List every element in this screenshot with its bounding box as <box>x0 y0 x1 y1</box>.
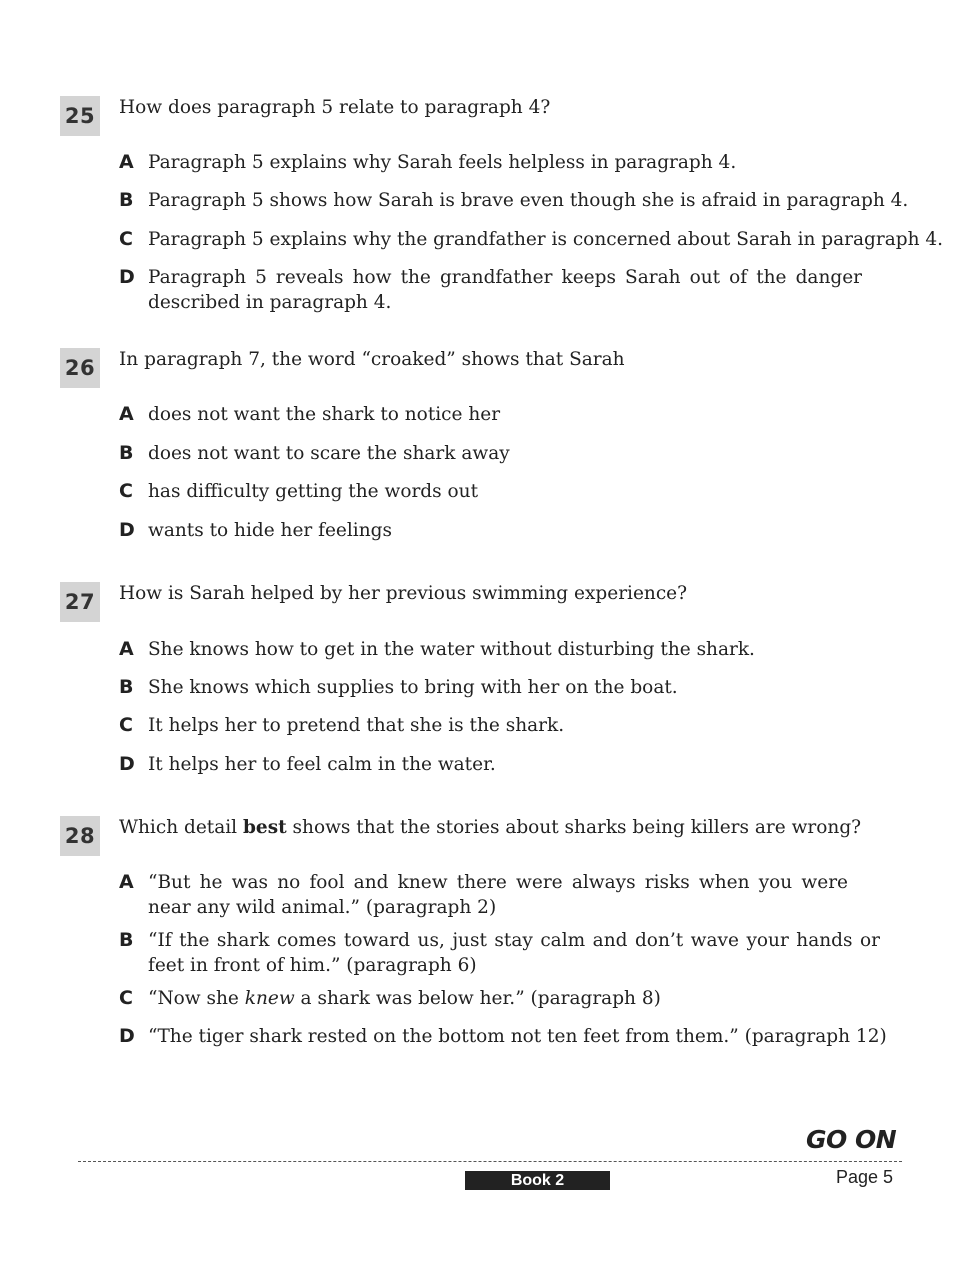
choice-letter: A <box>119 151 134 173</box>
stem-text: Which detail <box>119 817 243 838</box>
choice-text: Paragraph 5 explains why Sarah feels helpless in paragraph 4. <box>148 152 737 173</box>
choice-text: has difficulty getting the words out <box>148 481 479 502</box>
choice-letter: A <box>119 638 134 660</box>
choice-text: “The tiger shark rested on the bottom not ten feet from them.” (paragraph 12) <box>148 1026 887 1047</box>
choice-letter: D <box>119 519 135 541</box>
choice-text: “If the shark comes toward us, just stay calm and don’t wave your hands or feet in front of him.” (paragraph 6) <box>148 930 880 976</box>
go-on-label: GO ON <box>806 1125 897 1154</box>
choice-text-italic: knew <box>244 988 295 1009</box>
choice-letter: C <box>119 480 133 502</box>
stem-emphasis: best <box>242 817 287 838</box>
footer-divider <box>78 1161 902 1162</box>
choice-text: does not want to scare the shark away <box>148 443 510 464</box>
choice-text: It helps her to feel calm in the water. <box>148 754 496 775</box>
choice-letter: C <box>119 714 133 736</box>
choice-text: wants to hide her feelings <box>148 520 392 541</box>
question-stem: How is Sarah helped by her previous swimming experience? <box>119 583 688 604</box>
choice-letter: B <box>119 929 134 951</box>
question-number: 25 <box>60 96 100 136</box>
question-stem <box>119 816 861 840</box>
question-stem: In paragraph 7, the word “croaked” shows that Sarah <box>119 349 625 370</box>
choice-text: does not want the shark to notice her <box>148 404 501 425</box>
question-number: 28 <box>60 816 100 856</box>
choice-text: Paragraph 5 reveals how the grandfather keeps Sarah out of the danger described in paragraph 4. <box>148 267 862 313</box>
choice-text: Paragraph 5 shows how Sarah is brave even though she is afraid in paragraph 4. <box>148 190 909 211</box>
choice-letter: D <box>119 266 135 288</box>
choice-text: She knows how to get in the water without disturbing the shark. <box>148 639 755 660</box>
question-stem: How does paragraph 5 relate to paragraph 4? <box>119 97 551 118</box>
choice-letter: B <box>119 676 134 698</box>
choice-letter: B <box>119 189 134 211</box>
choice-letter: B <box>119 442 134 464</box>
choice-text-part: a shark was below her.” (paragraph 8) <box>294 988 661 1009</box>
page-number: Page 5 <box>836 1167 894 1187</box>
choice-letter: A <box>119 871 134 893</box>
book-label: Book 2 <box>465 1171 610 1190</box>
question-number: 27 <box>60 582 100 622</box>
choice-letter: C <box>119 987 133 1009</box>
choice-text: “But he was no fool and knew there were always risks when you were near any wild animal.” (paragraph 2) <box>148 872 848 918</box>
choice-letter: C <box>119 228 133 250</box>
choice-text: It helps her to pretend that she is the shark. <box>148 715 565 736</box>
choice-text <box>148 986 661 1011</box>
choice-letter: D <box>119 753 135 775</box>
stem-text: shows that the stories about sharks being killers are wrong? <box>286 817 862 838</box>
question-number: 26 <box>60 348 100 388</box>
choice-text: Paragraph 5 explains why the grandfather is concerned about Sarah in paragraph 4. <box>148 229 944 250</box>
choice-letter: D <box>119 1025 135 1047</box>
choice-letter: A <box>119 403 134 425</box>
choice-text-part: “Now she <box>148 988 245 1009</box>
choice-text: She knows which supplies to bring with her on the boat. <box>148 677 678 698</box>
